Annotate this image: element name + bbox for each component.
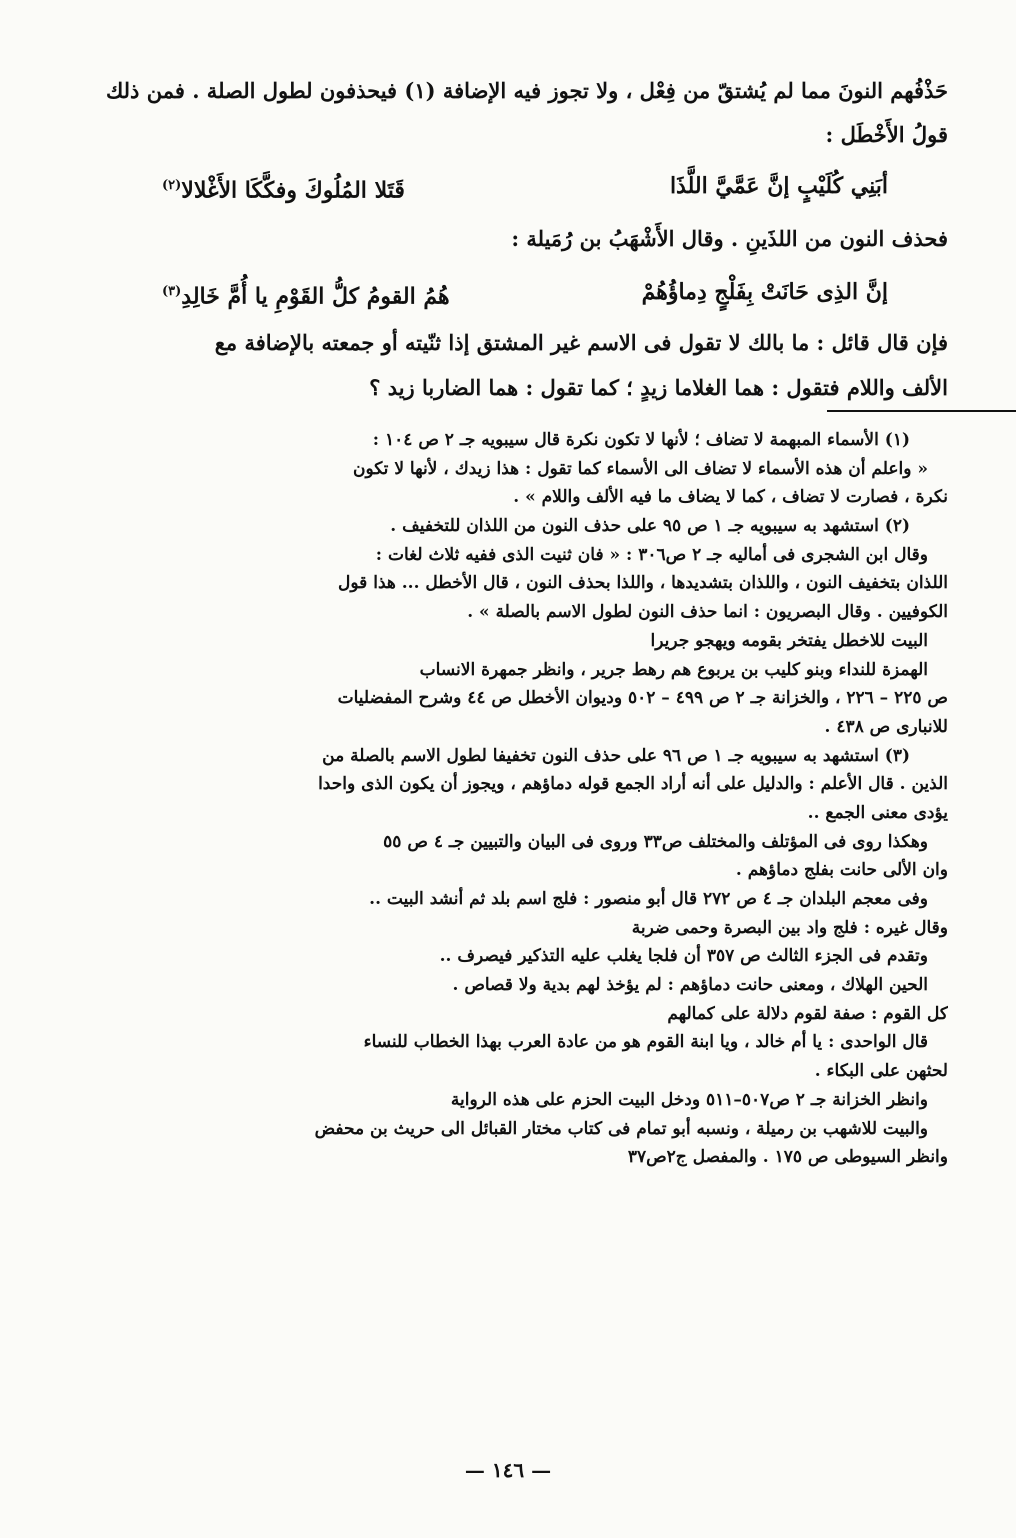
footnote-line: للانبارى ص ٤٣٨ .: [824, 716, 948, 737]
footnote-divider: [827, 410, 1016, 412]
paragraph-line: حَذْفُهم النونَ مما لم يُشتقّ من فِعْل ، ولا تجوز فيه الإضافة (١) فيحذفون لطول الصلة . فمن ذلك: [105, 78, 948, 103]
footnote-divider-wrap: [72, 410, 948, 426]
verse-first-hemistich: أبَنِي كُلَيْبٍ إنَّ عَمَّيَّ اللَّذَا: [669, 173, 888, 199]
footnote-line: قال الواحدى : يا أم خالد ، ويا ابنة القوم هو من عادة العرب بهذا الخطاب للنساء: [363, 1032, 928, 1053]
footnote-line: كل القوم : صفة لقوم دلالة على كمالهم: [667, 1003, 948, 1024]
verse-ashhab: [72, 264, 948, 320]
footnote-line: الحين الهلاك ، ومعنى حانت دماؤهم : لم يؤخذ لهم بدية ولا قصاص .: [452, 975, 928, 996]
footnote-line: وقال ابن الشجرى فى أماليه جـ ٢ ص٣٠٦ : « فان ثنيت الذى ففيه ثلاث لغات :: [375, 544, 928, 565]
footnote-line: وانظر الخزانة جـ ٢ ص٥٠٧–٥١١ ودخل البيت الحزم على هذه الرواية: [450, 1089, 928, 1110]
footnote-line: وان الألى حانت بفلج دماؤهم .: [735, 860, 948, 881]
footnote-line: نكرة ، فصارت لا تضاف ، كما لا يضاف ما فيه الألف واللام » .: [513, 487, 948, 508]
footnote-line: وفى معجم البلدان جـ ٤ ص ٢٧٢ قال أبو منصور : فلج اسم بلد ثم أنشد البيت ..: [369, 889, 928, 909]
footnote-line: اللذان بتخفيف النون ، واللذان بتشديدها ، واللذا بحذف النون ، قال الأخطل ... هذا قول: [338, 573, 948, 594]
footnote-line: ص ٢٢٥ – ٢٢٦ ، والخزانة جـ ٢ ص ٤٩٩ – ٥٠٢ وديوان الأخطل ص ٤٤ وشرح المفضليات: [337, 688, 948, 709]
verse-first-hemistich: إنَّ الذِى حَانَتْ بِفَلْجٍ دِماؤُهُمْ: [641, 279, 888, 305]
paragraph-line: فإن قال قائل : ما بالك لا تقول فى الاسم غير المشتق إذا ثنّيته أو جمعته بالإضافة مع: [214, 330, 948, 355]
footnote-line: (٣) استشهد به سيبويه جـ ١ ص ٩٦ على حذف النون تخفيفا لطول الاسم بالصلة من: [322, 745, 910, 766]
footnote-line: يؤدى معنى الجمع ..: [807, 802, 948, 823]
footnotes: [72, 426, 948, 1172]
paragraph-line: فحذف النون من اللذَينِ . وقال الأَشْهَبُ بن رُمَيلة :: [511, 226, 948, 251]
page-number: — ١٤٦ —: [464, 1458, 552, 1482]
footnote-line: (٢) استشهد به سيبويه جـ ١ ص ٩٥ على حذف النون من اللذان للتخفيف .: [390, 516, 910, 537]
main-text: [72, 70, 948, 410]
footnote-line: لحثهن على البكاء .: [814, 1061, 948, 1082]
footnote-line: وهكذا روى فى المؤتلف والمختلف ص٣٣ وروى فى البيان والتبيين جـ ٤ ص ٥٥: [383, 831, 928, 852]
footnote-line: وتقدم فى الجزء الثالث ص ٣٥٧ أن فلجا يغلب عليه التذكير فيصرف ..: [439, 946, 928, 967]
verse-second-hemistich: هُمُ القومُ كلُّ القَوْمِ يا أُمَّ خَالِدِ: [181, 283, 450, 310]
paragraph-line: الألف واللام فتقول : هما الغلاما زيدٍ ؛ كما تقول : هما الضاربا زيد ؟: [369, 375, 948, 400]
footnote-line: وقال غيره : فلج واد بين البصرة وحمى ضربة: [631, 917, 948, 938]
footnote-line: وانظر السيوطى ص ١٧٥ . والمفصل ج٢ص٣٧: [627, 1147, 948, 1168]
footnote-line: (١) الأسماء المبهمة لا تضاف ؛ لأنها لا تكون نكرة قال سيبويه جـ ٢ ص ١٠٤ :: [372, 430, 910, 450]
footnote-line: الذين . قال الأعلم : والدليل على أنه أراد الجمع قوله دماؤهم ، ويجوز أن يكون الذى واحدا: [318, 774, 948, 795]
footnote-marker: (٣): [162, 284, 182, 299]
footnote-line: « واعلم أن هذه الأسماء لا تضاف الى الأسماء كما تقول : هذا زيدك ، لأنها لا تكون: [353, 458, 928, 479]
footnote-line: والبيت للاشهب بن رميلة ، ونسبه أبو تمام فى كتاب مختار القبائل الى حريث بن محفض: [314, 1118, 928, 1139]
footnote-line: البيت للاخطل يفتخر بقومه ويهجو جريرا: [650, 630, 928, 651]
footnote-line: الكوفيين . وقال البصريون : انما حذف النون لطول الاسم بالصلة » .: [467, 602, 948, 623]
verse-akhtal: [72, 158, 948, 214]
paragraph-line: قولُ الأَخْطَل :: [825, 122, 948, 147]
verse-second-hemistich: قَتَلا المُلُوكَ وفكَّكَا الأَغْلالا: [181, 177, 405, 204]
footnote-line: الهمزة للنداء وبنو كليب بن يربوع هم رهط جرير ، وانظر جمهرة الانساب: [419, 659, 928, 680]
footnote-marker: (٢): [162, 178, 182, 193]
